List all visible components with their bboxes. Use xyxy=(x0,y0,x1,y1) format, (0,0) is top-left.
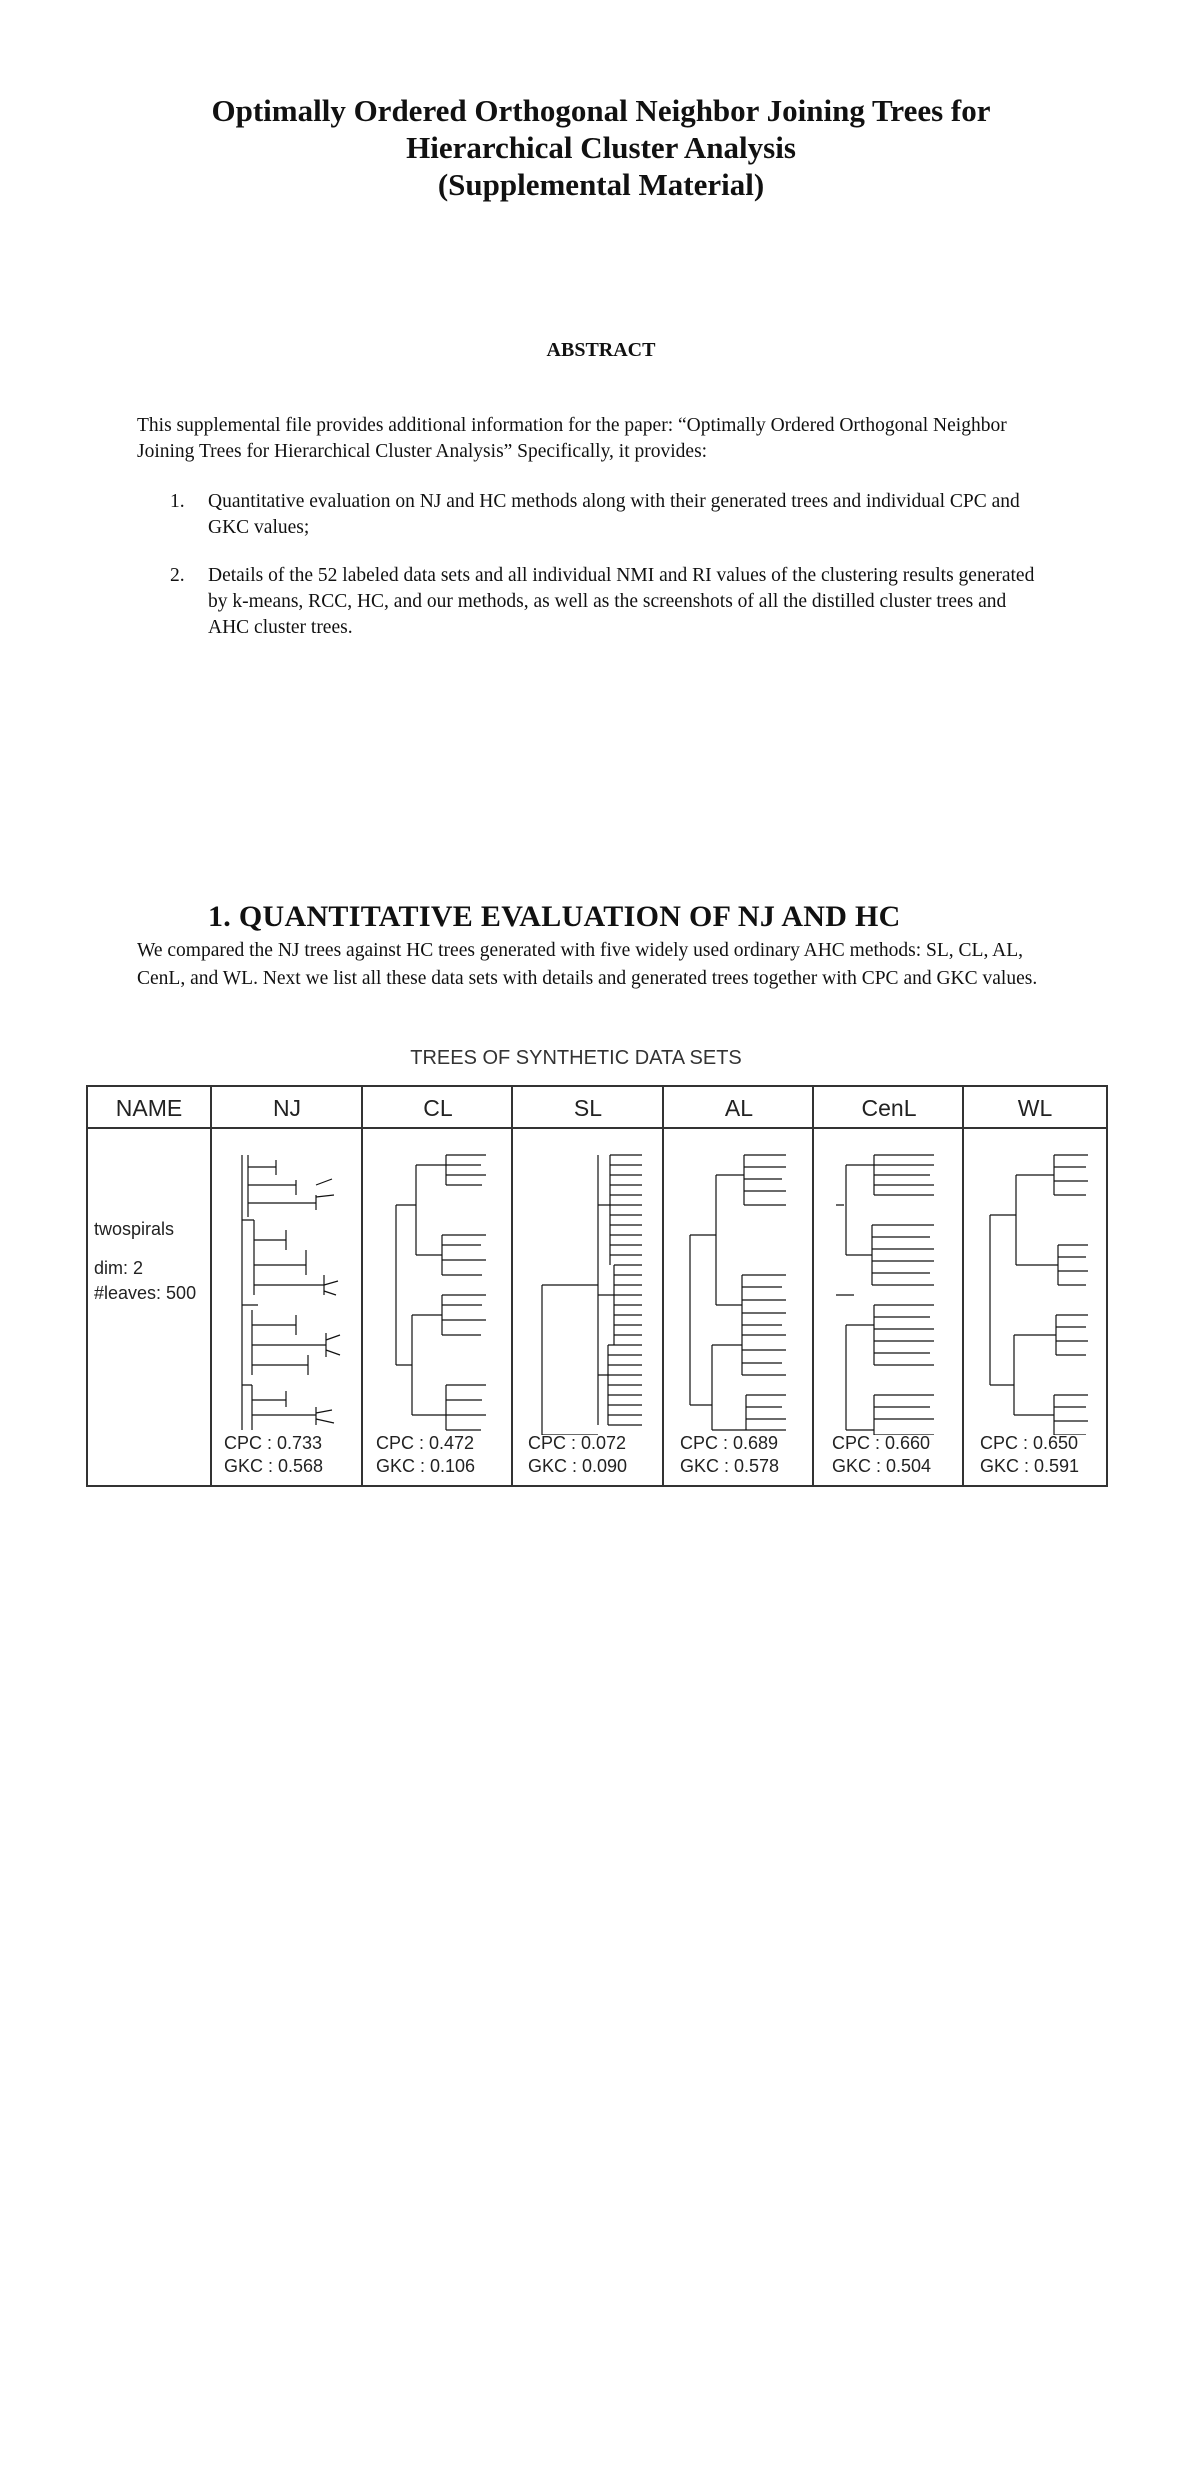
title-line-1: Optimally Ordered Orthogonal Neighbor Joining Trees for xyxy=(211,93,991,128)
header-al: AL xyxy=(724,1095,754,1121)
paper-title xyxy=(0,92,1202,203)
list-item-text: Quantitative evaluation on NJ and HC methods along with their generated trees and individual CPC and GKC values; xyxy=(208,491,1020,538)
column-divider xyxy=(361,1085,363,1485)
header-cl: CL xyxy=(423,1095,453,1121)
dataset-leaves: #leaves: 500 xyxy=(94,1283,197,1303)
header-cenl: CenL xyxy=(861,1095,917,1121)
abstract-list xyxy=(170,489,1050,663)
gkc-value: GKC : 0.504 xyxy=(832,1456,932,1476)
abstract-list-item xyxy=(170,489,1050,541)
title-line-3: (Supplemental Material) xyxy=(437,167,765,202)
trees-table xyxy=(86,1085,1106,2483)
cl-tree-image xyxy=(386,1145,496,1435)
cpc-value: CPC : 0.689 xyxy=(680,1433,779,1453)
gkc-value: GKC : 0.106 xyxy=(376,1456,476,1476)
title-line-2: Hierarchical Cluster Analysis xyxy=(406,130,796,165)
cpc-value: CPC : 0.072 xyxy=(528,1433,627,1453)
section-heading: 1. QUANTITATIVE EVALUATION OF NJ AND HC xyxy=(208,900,901,933)
dataset-name: twospirals xyxy=(94,1219,175,1239)
header-divider xyxy=(86,1127,1106,1129)
metrics-al xyxy=(680,1432,779,1478)
nj-tree-image xyxy=(236,1145,346,1435)
cpc-value: CPC : 0.650 xyxy=(980,1433,1079,1453)
gkc-value: GKC : 0.578 xyxy=(680,1456,780,1476)
sl-tree-image xyxy=(538,1145,648,1435)
column-divider xyxy=(210,1085,212,1485)
metrics-cenl xyxy=(832,1432,931,1478)
list-item-text: Details of the 52 labeled data sets and all individual NMI and RI values of the clustering results generated by k-means, RCC, HC, and our methods, as well as the screenshots of all the distilled cluster trees and AHC cluster trees. xyxy=(208,565,1035,638)
header-nj: NJ xyxy=(272,1095,302,1121)
metrics-nj xyxy=(224,1432,323,1478)
column-divider xyxy=(662,1085,664,1485)
wl-tree-image xyxy=(986,1145,1096,1435)
cpc-value: CPC : 0.472 xyxy=(376,1433,475,1453)
gkc-value: GKC : 0.090 xyxy=(528,1456,628,1476)
section-body: We compared the NJ trees against HC trees generated with five widely used ordinary AHC methods: SL, CL, AL, CenL, and WL. Next we list all these data sets with details and generated trees together with CPC and GKC values. xyxy=(137,940,1038,989)
cpc-value: CPC : 0.660 xyxy=(832,1433,931,1453)
abstract-heading: ABSTRACT xyxy=(546,339,656,361)
metrics-wl xyxy=(980,1432,1079,1478)
cenl-tree-image xyxy=(834,1145,944,1435)
abstract-list-item xyxy=(170,563,1050,641)
column-divider xyxy=(511,1085,513,1485)
header-wl: WL xyxy=(1017,1095,1053,1121)
list-number: 1. xyxy=(170,491,185,512)
gkc-value: GKC : 0.568 xyxy=(224,1456,324,1476)
abstract-intro: This supplemental file provides additional information for the paper: “Optimally Ordered Orthogonal Neighbor Joining Trees for Hierarchical Cluster Analysis” Specifically, it provides: xyxy=(137,415,1007,462)
header-sl: SL xyxy=(573,1095,603,1121)
al-tree-image xyxy=(686,1145,796,1435)
dataset-info xyxy=(94,1217,196,1306)
column-divider xyxy=(962,1085,964,1485)
cpc-value: CPC : 0.733 xyxy=(224,1433,323,1453)
list-number: 2. xyxy=(170,565,185,586)
header-name: NAME xyxy=(115,1095,183,1121)
metrics-sl xyxy=(528,1432,627,1478)
table-caption: TREES OF SYNTHETIC DATA SETS xyxy=(410,1047,742,1069)
gkc-value: GKC : 0.591 xyxy=(980,1456,1080,1476)
metrics-cl xyxy=(376,1432,475,1478)
column-divider xyxy=(812,1085,814,1485)
dataset-dim: dim: 2 xyxy=(94,1258,144,1278)
